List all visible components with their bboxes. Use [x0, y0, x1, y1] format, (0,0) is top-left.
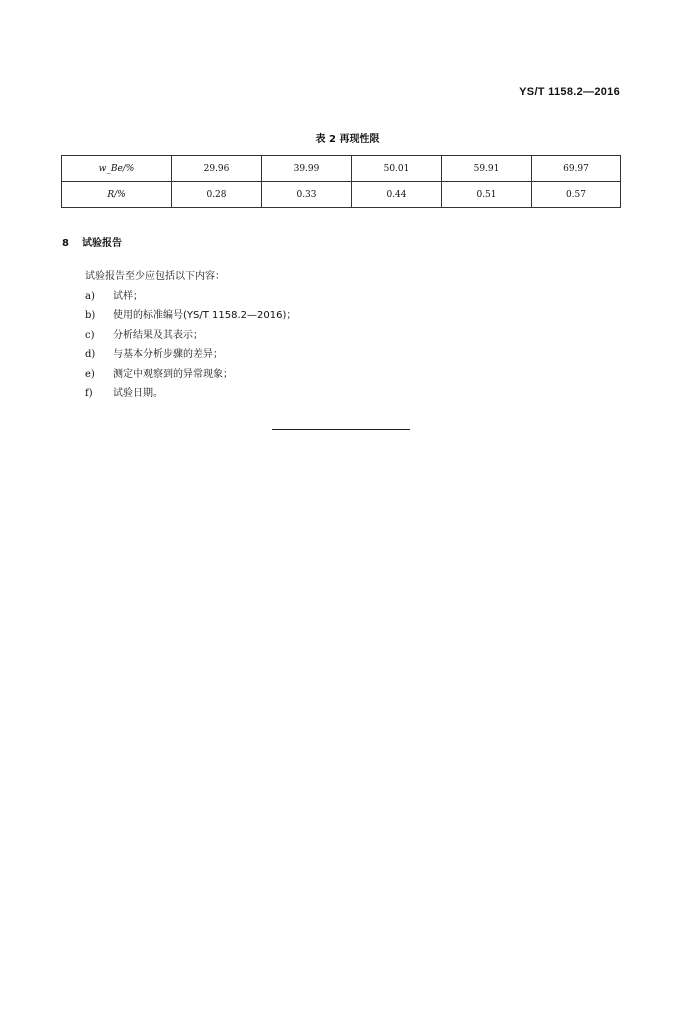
list-item [85, 365, 296, 385]
list-item [85, 306, 296, 326]
table-cell: 0.28 [172, 182, 262, 208]
reproducibility-table [61, 155, 621, 208]
list-marker: d) [85, 349, 96, 360]
table-cell: 69.97 [532, 156, 621, 182]
table-cell: 0.44 [352, 182, 442, 208]
list-marker: c) [85, 329, 95, 341]
end-of-document-rule [272, 429, 410, 430]
list-item-text: 使用的标准编号(YS/T 1158.2—2016)； [113, 310, 297, 321]
section-heading [62, 234, 122, 249]
list-item-text: 分析结果及其表示； [113, 329, 203, 341]
section-title: 试验报告 [82, 238, 122, 249]
section-number: 8 [62, 238, 69, 249]
table-row [62, 182, 621, 208]
list-marker: a) [85, 290, 95, 302]
list-marker: e) [85, 368, 95, 380]
list-item [85, 287, 296, 307]
table-cell: 39.99 [262, 156, 352, 182]
list-marker: b) [85, 310, 96, 321]
table-cell: 0.33 [262, 182, 352, 208]
list-item-text: 试样； [113, 290, 143, 302]
table-cell: 0.57 [532, 182, 621, 208]
list-item [85, 345, 296, 365]
list-marker: f) [85, 388, 93, 399]
standard-code: YS/T 1158.2—2016 [519, 86, 620, 98]
table-cell: 0.51 [442, 182, 532, 208]
row-label-mass-fraction: w_Be/% [62, 156, 172, 182]
table-cell: 29.96 [172, 156, 262, 182]
table-cell: 50.01 [352, 156, 442, 182]
row-label-reproducibility: R/% [62, 182, 172, 208]
list-item-text: 测定中观察到的异常现象； [113, 368, 233, 380]
list-item-text: 试验日期。 [113, 388, 163, 399]
report-contents [85, 267, 296, 404]
list-item [85, 384, 296, 404]
table-row [62, 156, 621, 182]
list-item [85, 326, 296, 346]
table-caption: 表 2 再现性限 [315, 134, 380, 145]
report-intro: 试验报告至少应包括以下内容： [85, 271, 225, 282]
list-item-text: 与基本分析步骤的差异； [113, 349, 223, 360]
table-cell: 59.91 [442, 156, 532, 182]
